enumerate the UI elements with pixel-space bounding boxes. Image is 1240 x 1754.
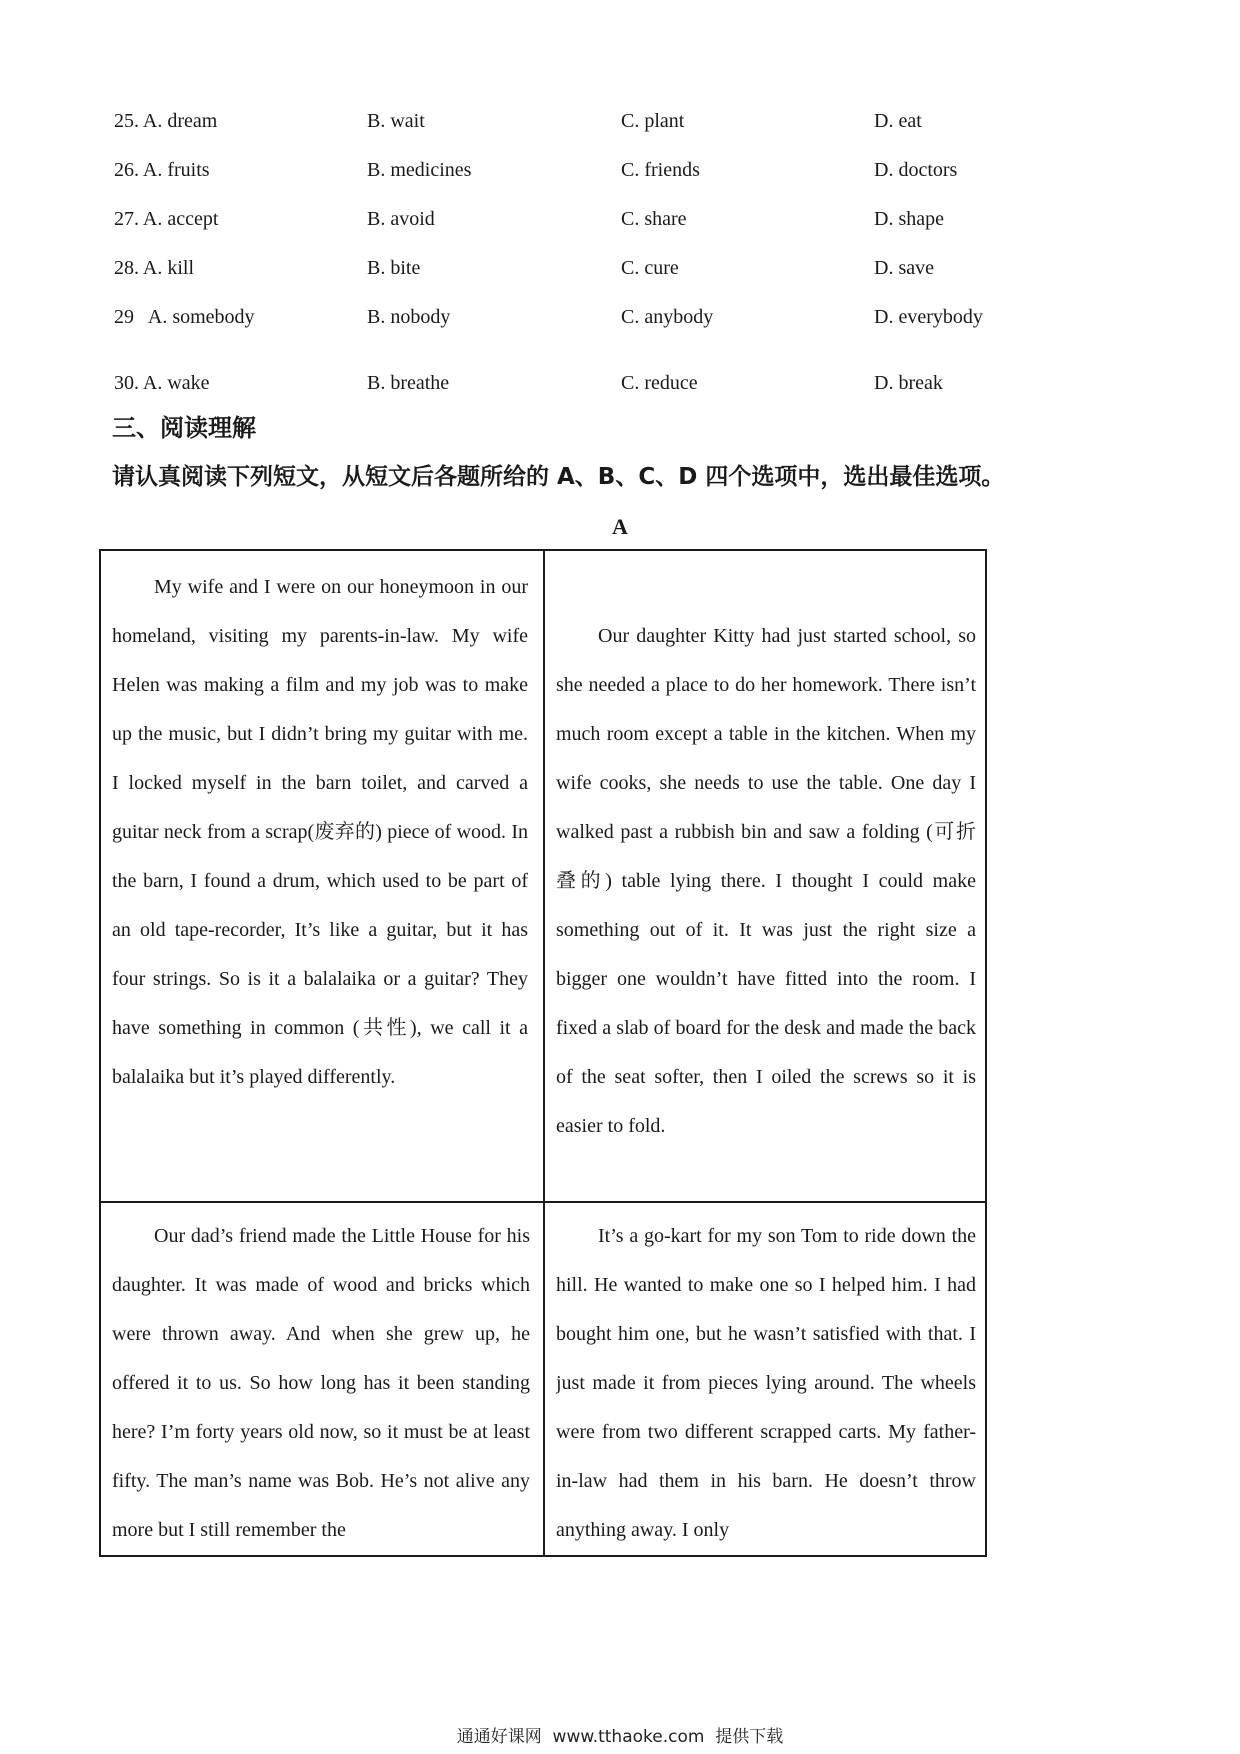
option-b: B. bite — [367, 257, 421, 279]
passage-top-right: Our daughter Kitty had just started school, so she needed a place to do her homework. There isn’t much room except a table in the kitchen. When my wife cooks, she needs to use the table. One day I walked past a rubbish bin and saw a folding (可折叠的) table lying there. I thought I could make something out of it. It was just the right size a bigger one wouldn’t have fitted into the room. I fixed a slab of board for the desk and made the back of the seat softer, then I oiled the screws so it is easier to fold. — [556, 625, 976, 1137]
option-d: D. shape — [874, 208, 944, 230]
option-b: B. wait — [367, 110, 425, 132]
option-c: C. friends — [621, 159, 700, 181]
option-row-29 — [114, 296, 1014, 345]
passage-top-left: My wife and I were on our honeymoon in our homeland, visiting my parents-in-law. My wife Helen was making a film and my job was to make up the music, but I didn’t bring my guitar with me. I locked myself in the barn toilet, and carved a guitar neck from a scrap(废弃的) piece of wood. In the barn, I found a drum, which used to be part of an old tape-recorder, It’s like a guitar, but it has four strings. So is it a balalaika or a guitar? They have something in common (共性), we call it a balalaika but it’s played differently. — [112, 576, 528, 1088]
option-a: 26. A. fruits — [114, 159, 210, 181]
table-divider-vertical — [543, 551, 545, 1555]
option-b: B. avoid — [367, 208, 435, 230]
option-a: 30. A. wake — [114, 372, 210, 394]
option-d: D. eat — [874, 110, 922, 132]
table-divider-horizontal — [101, 1201, 985, 1203]
section-title: 三、阅读理解 — [112, 414, 256, 442]
page-footer: 通通好课网 www.tthaoke.com 提供下载 — [456, 1727, 784, 1747]
option-a: 28. A. kill — [114, 257, 195, 279]
option-b: B. medicines — [367, 159, 472, 181]
option-a: 25. A. dream — [114, 110, 218, 132]
instructions: 请认真阅读下列短文，从短文后各题所给的 A、B、C、D 四个选项中，选出最佳选项。 — [112, 464, 1005, 490]
option-c: C. share — [621, 208, 687, 230]
option-row-27 — [114, 198, 1014, 247]
option-row-30 — [114, 362, 1014, 411]
option-d: D. save — [874, 257, 934, 279]
passage-bottom-right: It’s a go-kart for my son Tom to ride down the hill. He wanted to make one so I helped him. I had bought him one, but he wasn’t satisfied with that. I just made it from pieces lying around. The wheels were from two different scrapped carts. My father-in-law had them in his barn. He doesn’t throw anything away. I only — [556, 1225, 976, 1541]
option-d: D. doctors — [874, 159, 958, 181]
option-b: B. nobody — [367, 306, 451, 328]
passage-bottom-left: Our dad’s friend made the Little House for his daughter. It was made of wood and bricks which were thrown away. And when she grew up, he offered it to us. So how long has it been standing here? I’m forty years old now, so it must be at least fifty. The man’s name was Bob. He’s not alive any more but I still remember the — [112, 1225, 530, 1541]
option-a: 27. A. accept — [114, 208, 219, 230]
passage-label: A — [612, 514, 628, 539]
answer-options — [114, 100, 1014, 411]
option-c: C. anybody — [621, 306, 714, 328]
option-a: 29 A. somebody — [114, 306, 255, 328]
option-d: D. break — [874, 372, 943, 394]
option-d: D. everybody — [874, 306, 983, 328]
option-row-26 — [114, 149, 1014, 198]
option-c: C. reduce — [621, 372, 698, 394]
option-row-25 — [114, 100, 1014, 149]
option-c: C. cure — [621, 257, 679, 279]
option-b: B. breathe — [367, 372, 450, 394]
option-c: C. plant — [621, 110, 685, 132]
option-row-28 — [114, 247, 1014, 296]
